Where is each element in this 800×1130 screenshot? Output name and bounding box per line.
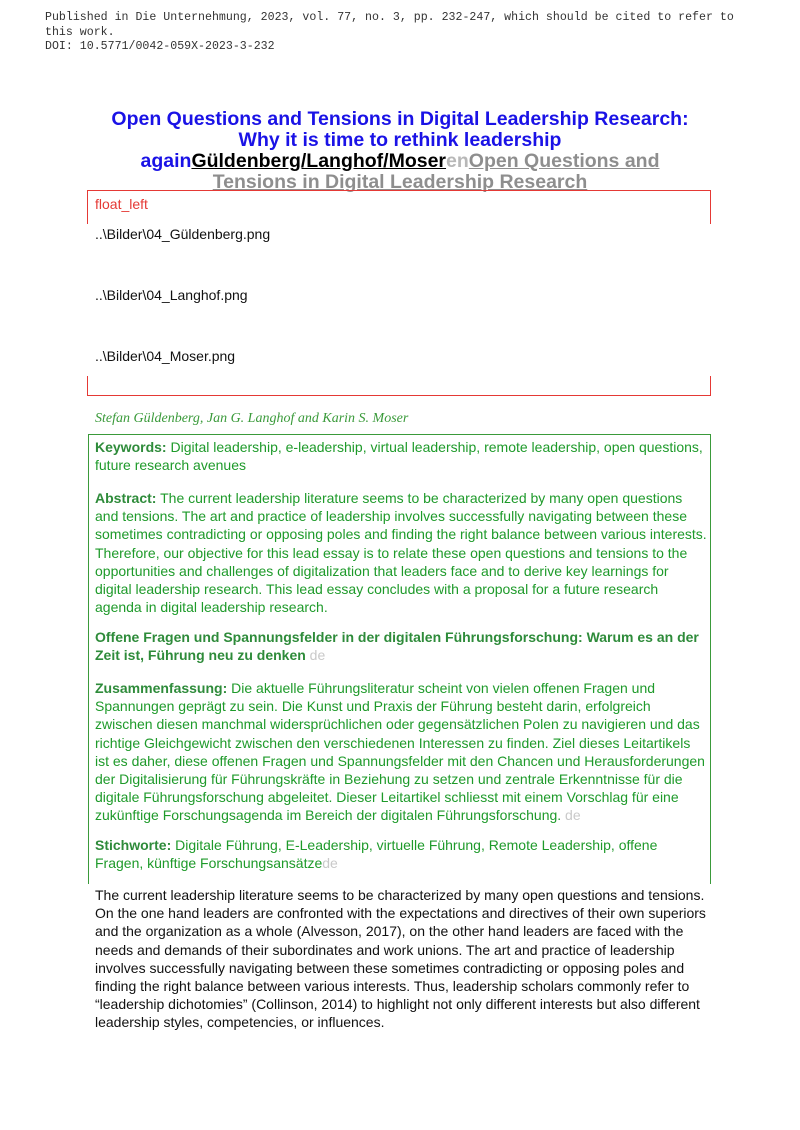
german-title: Offene Fragen und Spannungsfelder in der digitalen Führungsforschung: Warum es an der Zeit ist, Führung neu zu denken xyxy=(95,629,699,664)
stichworte-lang-tag: de xyxy=(322,855,338,872)
zusammenfassung-label: Zusammenfassung: xyxy=(95,680,228,696)
authors-line: Stefan Güldenberg, Jan G. Langhof and Karin S. Moser xyxy=(95,411,409,426)
title-authors-short[interactable]: Güldenberg/Langhof/Moser xyxy=(191,150,447,172)
zusammenfassung-paragraph xyxy=(95,679,707,825)
keywords-text: Digital leadership, e-leadership, virtual leadership, remote leadership, open questions, future research avenues xyxy=(95,439,703,474)
zusammenfassung-text: Die aktuelle Führungsliteratur scheint von vielen offenen Fragen und Spannungen geprägt zu sein. Die Kunst und Praxis der Führung besteht darin, erfolgreich zwischen diesen manchmal widersprüchlichen oder gegensätzlichen Polen zu navigieren und das richtige Gleichgewicht zwischen den verschiedenen Interessen zu finden. Ziel dieses Leitartikels ist es daher, diese offenen Fragen und Spannungsfelder mit den Chancen und Herausforderungen der Digitalisierung für Führungskräfte in Beziehung zu setzen und zentrale Erkenntnisse für die digitale Führungsforschung abgeleitet. Dieser Leitartikel schliesst mit einem Vorschlag für eine zukünftige Forschungsagenda im Bereich der digitalen Führungsforschung. xyxy=(95,680,705,824)
abstract-text: The current leadership literature seems to be characterized by many open questions and tensions. The art and practice of leadership involves successfully navigating between these sometimes contradicting or opposing poles and finding the right balance between various interests. Therefore, our objective for this lead essay is to relate these open questions and tensions to the opportunities and challenges of digitalization that leaders face and to derive key learnings for digital leadership research. This lead essay concludes with a proposal for a future research agenda in digital leadership research. xyxy=(95,490,707,616)
stichworte-label: Stichworte: xyxy=(95,837,172,853)
body-paragraph: The current leadership literature seems to be characterized by many open questions and tensions. On the one hand leaders are confronted with the expectations and directives of their own superiors and the organization as a whole (Alvesson, 2017), on the other hand leaders are faced with the needs and demands of their subordinates and work unions. The art and practice of leadership involves successfully navigating between these sometimes contradicting or opposing poles and finding the right balance between various interests. Thus, leadership scholars commonly refer to “leadership dichotomies” (Collinson, 2014) to highlight not only different interests but also different leadership styles, competencies, or influences. xyxy=(95,887,706,1031)
image-placeholder-langhof: ..\Bilder\04_Langhof.png xyxy=(95,287,248,303)
article-title xyxy=(100,109,700,193)
abstract-label: Abstract: xyxy=(95,490,157,506)
title-short[interactable]: Open Questions and Tensions in Digital Leadership Research xyxy=(212,150,660,193)
citation-header: Published in Die Unternehmung, 2023, vol. 77, no. 3, pp. 232-247, which should be cited to refer to this work. DOI: 10.5771/0042-059X-2023-3-232 xyxy=(45,11,734,53)
float-frame-bottom xyxy=(87,376,711,396)
image-placeholder-guldenberg: ..\Bilder\04_Güldenberg.png xyxy=(95,226,271,242)
keywords-label: Keywords: xyxy=(95,439,167,455)
image-placeholder-moser: ..\Bilder\04_Moser.png xyxy=(95,348,236,364)
float-frame-top xyxy=(87,190,711,224)
stichworte-paragraph xyxy=(95,836,707,872)
title-main: Open Questions and Tensions in Digital Leadership Research: Why it is time to rethink leadership again xyxy=(111,108,689,172)
german-title-paragraph xyxy=(95,628,707,664)
stichworte-text: Digitale Führung, E-Leadership, virtuelle Führung, Remote Leadership, offene Fragen, künftige Forschungsansätze xyxy=(95,837,658,872)
german-title-lang-tag: de xyxy=(305,647,326,664)
zusammenfassung-lang-tag: de xyxy=(561,807,581,824)
abstract-paragraph xyxy=(95,489,707,616)
title-lang-tag: en xyxy=(446,150,469,172)
float-label: float_left xyxy=(95,196,148,212)
keywords-paragraph xyxy=(95,438,707,474)
